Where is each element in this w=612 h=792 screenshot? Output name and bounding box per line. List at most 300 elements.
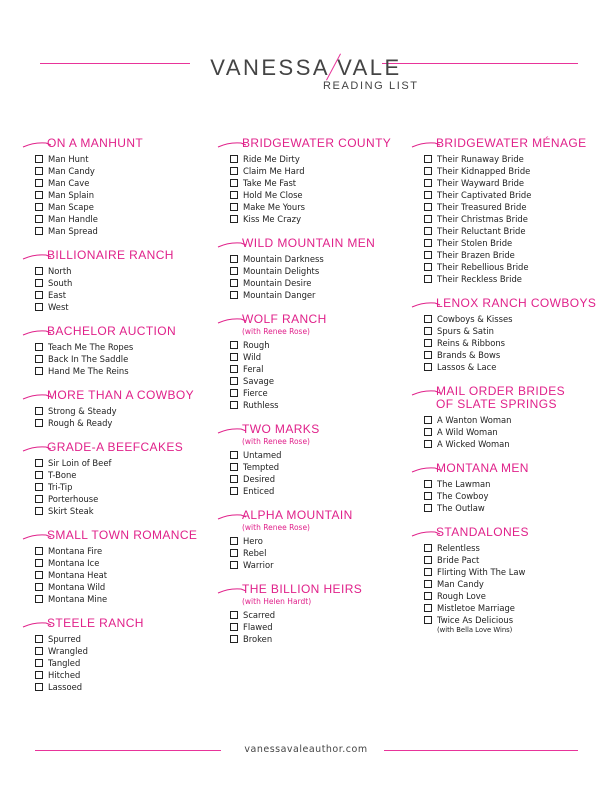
book-checkbox[interactable]	[35, 583, 43, 591]
book-title: Back In The Saddle	[48, 354, 129, 364]
book-item	[424, 153, 612, 165]
book-checkbox[interactable]	[230, 487, 238, 495]
series-heading	[35, 325, 225, 338]
book-checkbox[interactable]	[35, 419, 43, 427]
book-item	[230, 461, 420, 473]
series-title: GRADE-A BEEFCAKES	[47, 440, 184, 454]
book-list	[35, 633, 225, 693]
book-title: Warrior	[243, 560, 274, 570]
series-heading	[230, 237, 420, 250]
book-title: Rebel	[243, 548, 267, 558]
book-checkbox[interactable]	[35, 227, 43, 235]
book-checkbox[interactable]	[35, 547, 43, 555]
series-heading	[35, 441, 225, 454]
book-checkbox[interactable]	[424, 440, 432, 448]
column-left	[35, 137, 225, 705]
book-checkbox[interactable]	[35, 215, 43, 223]
book-item	[424, 478, 612, 490]
book-item	[35, 505, 225, 517]
book-checkbox[interactable]	[230, 203, 238, 211]
book-item	[230, 265, 420, 277]
book-item	[424, 590, 612, 602]
book-title: Man Hunt	[48, 154, 89, 164]
book-title: A Wanton Woman	[437, 415, 512, 425]
book-item	[35, 593, 225, 605]
series-title: WOLF RANCH	[242, 312, 327, 326]
swoosh-icon	[22, 253, 52, 261]
book-checkbox[interactable]	[424, 568, 432, 576]
book-item	[35, 405, 225, 417]
series-title: MORE THAN A COWBOY	[47, 388, 194, 402]
book-checkbox[interactable]	[230, 561, 238, 569]
book-item	[35, 277, 225, 289]
book-checkbox[interactable]	[424, 339, 432, 347]
book-checkbox[interactable]	[35, 279, 43, 287]
book-item	[424, 502, 612, 514]
book-checkbox[interactable]	[35, 507, 43, 515]
swoosh-icon	[217, 317, 247, 325]
book-checkbox[interactable]	[230, 623, 238, 631]
book-item	[230, 609, 420, 621]
book-title: Porterhouse	[48, 494, 99, 504]
book-checkbox[interactable]	[424, 351, 432, 359]
book-title: Brands & Bows	[437, 350, 501, 360]
book-title: The Lawman	[437, 479, 491, 489]
series-heading	[424, 462, 612, 475]
book-checkbox[interactable]	[35, 559, 43, 567]
book-checkbox[interactable]	[424, 544, 432, 552]
book-checkbox[interactable]	[424, 167, 432, 175]
book-item	[424, 249, 612, 261]
book-title: Enticed	[243, 486, 275, 496]
book-item	[35, 417, 225, 429]
book-checkbox[interactable]	[35, 167, 43, 175]
swoosh-icon	[22, 621, 52, 629]
page-subtitle: READING LIST	[323, 80, 419, 92]
book-title: Strong & Steady	[48, 406, 117, 416]
book-title: Feral	[243, 364, 264, 374]
book-list	[424, 313, 612, 373]
series-heading	[230, 509, 420, 532]
book-item	[35, 177, 225, 189]
swoosh-icon	[411, 389, 441, 397]
book-title: T-Bone	[48, 470, 77, 480]
book-item	[424, 426, 612, 438]
book-title: Tempted	[243, 462, 280, 472]
series-coauthor: (with Renee Rose)	[242, 523, 310, 532]
series-heading	[35, 617, 225, 630]
book-title: Fierce	[243, 388, 268, 398]
book-item	[35, 365, 225, 377]
book-checkbox[interactable]	[35, 595, 43, 603]
series-title-line: MAIL ORDER BRIDES	[436, 384, 566, 398]
series-heading	[424, 385, 612, 411]
book-checkbox[interactable]	[35, 355, 43, 363]
series-section	[424, 462, 612, 514]
book-title: Man Cave	[48, 178, 90, 188]
book-item	[424, 542, 612, 554]
book-checkbox[interactable]	[35, 267, 43, 275]
book-list	[424, 542, 612, 635]
book-title: Man Candy	[48, 166, 95, 176]
book-title: Rough & Ready	[48, 418, 113, 428]
book-title: Wrangled	[48, 646, 88, 656]
series-heading	[230, 583, 420, 606]
book-checkbox[interactable]	[424, 263, 432, 271]
book-checkbox[interactable]	[424, 179, 432, 187]
book-title: Ruthless	[243, 400, 279, 410]
book-checkbox[interactable]	[35, 495, 43, 503]
series-title-line: OF SLATE SPRINGS	[436, 397, 557, 411]
book-list	[35, 457, 225, 517]
series-heading	[230, 137, 420, 150]
book-checkbox[interactable]	[35, 343, 43, 351]
book-item	[424, 566, 612, 578]
book-item	[424, 554, 612, 566]
book-item	[35, 469, 225, 481]
book-item	[230, 277, 420, 289]
book-item	[230, 351, 420, 363]
book-title: Bride Pact	[437, 555, 480, 565]
book-title: Their Kidnapped Bride	[437, 166, 531, 176]
book-checkbox[interactable]	[424, 203, 432, 211]
book-list	[424, 414, 612, 450]
book-checkbox[interactable]	[424, 428, 432, 436]
book-title: Hand Me The Reins	[48, 366, 129, 376]
swoosh-icon	[22, 141, 52, 149]
book-checkbox[interactable]	[424, 327, 432, 335]
book-title: Flawed	[243, 622, 273, 632]
book-checkbox[interactable]	[35, 179, 43, 187]
book-item	[35, 201, 225, 213]
book-checkbox[interactable]	[35, 635, 43, 643]
book-list	[230, 153, 420, 225]
series-section	[230, 423, 420, 497]
book-item	[230, 485, 420, 497]
series-section	[35, 389, 225, 429]
book-title: Their Rebellious Bride	[437, 262, 529, 272]
column-right	[424, 137, 612, 647]
book-checkbox[interactable]	[230, 291, 238, 299]
book-checkbox[interactable]	[424, 592, 432, 600]
series-section	[230, 137, 420, 225]
book-checkbox[interactable]	[424, 416, 432, 424]
series-heading	[424, 297, 612, 310]
book-checkbox[interactable]	[230, 215, 238, 223]
book-title: Tangled	[48, 658, 81, 668]
book-title: East	[48, 290, 67, 300]
book-checkbox[interactable]	[35, 471, 43, 479]
book-list	[230, 449, 420, 497]
swoosh-icon	[217, 241, 247, 249]
book-title: Desired	[243, 474, 276, 484]
series-title: THE BILLION HEIRS	[242, 582, 363, 596]
book-checkbox[interactable]	[424, 580, 432, 588]
book-item	[230, 253, 420, 265]
book-checkbox[interactable]	[35, 303, 43, 311]
book-title: Twice As Delicious	[437, 615, 514, 625]
book-item	[35, 669, 225, 681]
book-title: Montana Wild	[48, 582, 106, 592]
book-title: Lassos & Lace	[437, 362, 497, 372]
book-checkbox[interactable]	[424, 480, 432, 488]
book-checkbox[interactable]	[230, 635, 238, 643]
footer-website-link[interactable]: vanessavaleauthor.com	[244, 744, 368, 755]
book-checkbox[interactable]	[424, 363, 432, 371]
book-checkbox[interactable]	[424, 315, 432, 323]
book-title: Montana Mine	[48, 594, 108, 604]
book-item	[424, 201, 612, 213]
book-list	[230, 339, 420, 411]
series-section	[424, 385, 612, 450]
book-title: Lassoed	[48, 682, 83, 692]
book-checkbox[interactable]	[35, 659, 43, 667]
book-title: Hitched	[48, 670, 81, 680]
book-checkbox[interactable]	[230, 179, 238, 187]
book-item	[230, 153, 420, 165]
book-item	[424, 349, 612, 361]
book-title: Skirt Steak	[48, 506, 94, 516]
book-checkbox[interactable]	[230, 475, 238, 483]
book-checkbox[interactable]	[230, 167, 238, 175]
book-item	[230, 189, 420, 201]
book-title: Mountain Darkness	[243, 254, 324, 264]
series-title: LENOX RANCH COWBOYS	[436, 296, 597, 310]
series-title: BRIDGEWATER COUNTY	[242, 136, 392, 150]
book-checkbox[interactable]	[230, 191, 238, 199]
book-item	[35, 341, 225, 353]
book-checkbox[interactable]	[230, 365, 238, 373]
brand-first-name: VANESSA	[210, 55, 331, 80]
book-checkbox[interactable]	[35, 671, 43, 679]
book-item	[424, 578, 612, 590]
swoosh-icon	[217, 141, 247, 149]
swoosh-icon	[411, 141, 441, 149]
book-title: Mistletoe Marriage	[437, 603, 515, 613]
book-title: Man Splain	[48, 190, 95, 200]
book-checkbox[interactable]	[35, 647, 43, 655]
book-title: Untamed	[243, 450, 282, 460]
series-section	[35, 249, 225, 313]
book-title: Man Candy	[437, 579, 484, 589]
book-list	[35, 265, 225, 313]
book-item	[424, 261, 612, 273]
book-list	[35, 405, 225, 429]
book-title: Mountain Delights	[243, 266, 320, 276]
book-item	[35, 481, 225, 493]
book-title: Their Reckless Bride	[437, 274, 522, 284]
book-title: Mountain Danger	[243, 290, 316, 300]
book-checkbox[interactable]	[35, 367, 43, 375]
book-checkbox[interactable]	[230, 353, 238, 361]
series-heading	[424, 526, 612, 539]
book-checkbox[interactable]	[230, 255, 238, 263]
book-title: Claim Me Hard	[243, 166, 305, 176]
book-checkbox[interactable]	[230, 377, 238, 385]
book-title: Flirting With The Law	[437, 567, 526, 577]
book-item	[35, 581, 225, 593]
book-title: Spurred	[48, 634, 81, 644]
series-section	[35, 441, 225, 517]
book-checkbox[interactable]	[35, 483, 43, 491]
book-checkbox[interactable]	[424, 155, 432, 163]
book-title: Their Captivated Bride	[437, 190, 532, 200]
book-checkbox[interactable]	[35, 407, 43, 415]
series-heading	[230, 423, 420, 446]
book-title: Their Treasured Bride	[437, 202, 527, 212]
book-checkbox[interactable]	[35, 683, 43, 691]
book-checkbox[interactable]	[230, 537, 238, 545]
brand-logo	[0, 52, 612, 82]
series-section	[230, 313, 420, 411]
column-middle	[230, 137, 420, 657]
book-checkbox[interactable]	[35, 155, 43, 163]
book-checkbox[interactable]	[230, 401, 238, 409]
book-checkbox[interactable]	[424, 227, 432, 235]
series-heading	[35, 137, 225, 150]
swoosh-icon	[217, 513, 247, 521]
book-title: Man Handle	[48, 214, 98, 224]
book-title: Montana Heat	[48, 570, 108, 580]
book-title: Montana Fire	[48, 546, 103, 556]
series-section	[424, 526, 612, 635]
book-checkbox[interactable]	[424, 239, 432, 247]
book-checkbox[interactable]	[424, 275, 432, 283]
book-item	[230, 339, 420, 351]
book-checkbox[interactable]	[35, 291, 43, 299]
book-title: Mountain Desire	[243, 278, 312, 288]
book-item	[424, 213, 612, 225]
book-title: Kiss Me Crazy	[243, 214, 302, 224]
book-list	[424, 153, 612, 285]
series-coauthor: (with Renee Rose)	[242, 437, 310, 446]
book-checkbox[interactable]	[230, 451, 238, 459]
book-title: Man Scape	[48, 202, 94, 212]
book-checkbox[interactable]	[424, 191, 432, 199]
book-item	[230, 633, 420, 645]
swoosh-icon	[217, 587, 247, 595]
book-title: Their Brazen Bride	[437, 250, 515, 260]
book-list	[230, 253, 420, 301]
series-section	[35, 529, 225, 605]
book-title: Spurs & Satin	[437, 326, 494, 336]
book-checkbox[interactable]	[424, 492, 432, 500]
book-item	[35, 189, 225, 201]
book-title: Savage	[243, 376, 275, 386]
book-title: Teach Me The Ropes	[48, 342, 134, 352]
series-section	[35, 137, 225, 237]
book-title: The Cowboy	[437, 491, 489, 501]
book-item	[424, 438, 612, 450]
book-item	[424, 337, 612, 349]
book-checkbox[interactable]	[35, 571, 43, 579]
book-item	[230, 201, 420, 213]
book-item	[424, 325, 612, 337]
series-title: WILD MOUNTAIN MEN	[242, 236, 376, 250]
book-checkbox[interactable]	[230, 549, 238, 557]
book-title: A Wild Woman	[437, 427, 498, 437]
book-checkbox[interactable]	[424, 604, 432, 612]
swoosh-icon	[217, 427, 247, 435]
book-item	[230, 399, 420, 411]
book-item	[230, 535, 420, 547]
book-item	[424, 614, 612, 626]
book-item	[35, 557, 225, 569]
book-item	[35, 165, 225, 177]
book-title: Hero	[243, 536, 263, 546]
book-coauthor-note: (with Bella Love Wins)	[437, 626, 513, 634]
book-title: The Outlaw	[437, 503, 485, 513]
book-item	[230, 621, 420, 633]
series-coauthor: (with Renee Rose)	[242, 327, 310, 336]
book-title: Man Spread	[48, 226, 98, 236]
series-title: STANDALONES	[436, 525, 529, 539]
book-item	[35, 645, 225, 657]
book-checkbox[interactable]	[230, 611, 238, 619]
series-section	[230, 583, 420, 645]
book-checkbox[interactable]	[230, 463, 238, 471]
book-title: Rough	[243, 340, 270, 350]
book-item	[35, 569, 225, 581]
swoosh-icon	[411, 530, 441, 538]
swoosh-icon	[22, 445, 52, 453]
book-checkbox[interactable]	[230, 155, 238, 163]
book-checkbox[interactable]	[424, 251, 432, 259]
book-title: Their Christmas Bride	[437, 214, 528, 224]
series-heading	[35, 249, 225, 262]
book-checkbox[interactable]	[230, 279, 238, 287]
book-title: Rough Love	[437, 591, 486, 601]
book-item	[230, 473, 420, 485]
book-title: Tri-Tip	[48, 482, 73, 492]
book-checkbox[interactable]	[230, 267, 238, 275]
book-checkbox[interactable]	[35, 203, 43, 211]
series-section	[230, 237, 420, 301]
book-title: Their Reluctant Bride	[437, 226, 526, 236]
book-item	[424, 237, 612, 249]
book-title: A Wicked Woman	[437, 439, 510, 449]
book-checkbox[interactable]	[230, 341, 238, 349]
book-item	[35, 265, 225, 277]
book-list	[35, 341, 225, 377]
book-item	[35, 353, 225, 365]
swoosh-icon	[22, 393, 52, 401]
book-checkbox[interactable]	[424, 616, 432, 624]
book-checkbox[interactable]	[35, 191, 43, 199]
book-item	[35, 225, 225, 237]
book-title: Broken	[243, 634, 273, 644]
book-title: Cowboys & Kisses	[437, 314, 513, 324]
book-checkbox[interactable]	[424, 215, 432, 223]
series-heading	[35, 389, 225, 402]
book-item	[424, 189, 612, 201]
book-checkbox[interactable]	[35, 459, 43, 467]
series-heading	[424, 137, 612, 150]
book-item	[35, 153, 225, 165]
book-checkbox[interactable]	[230, 389, 238, 397]
series-heading	[230, 313, 420, 336]
book-checkbox[interactable]	[424, 556, 432, 564]
book-checkbox[interactable]	[424, 504, 432, 512]
series-title: STEELE RANCH	[47, 616, 144, 630]
series-section	[35, 325, 225, 377]
book-item	[35, 493, 225, 505]
series-title: SMALL TOWN ROMANCE	[47, 528, 198, 542]
book-title: West	[48, 302, 69, 312]
book-list	[424, 478, 612, 514]
book-item	[424, 177, 612, 189]
book-title: Ride Me Dirty	[243, 154, 300, 164]
